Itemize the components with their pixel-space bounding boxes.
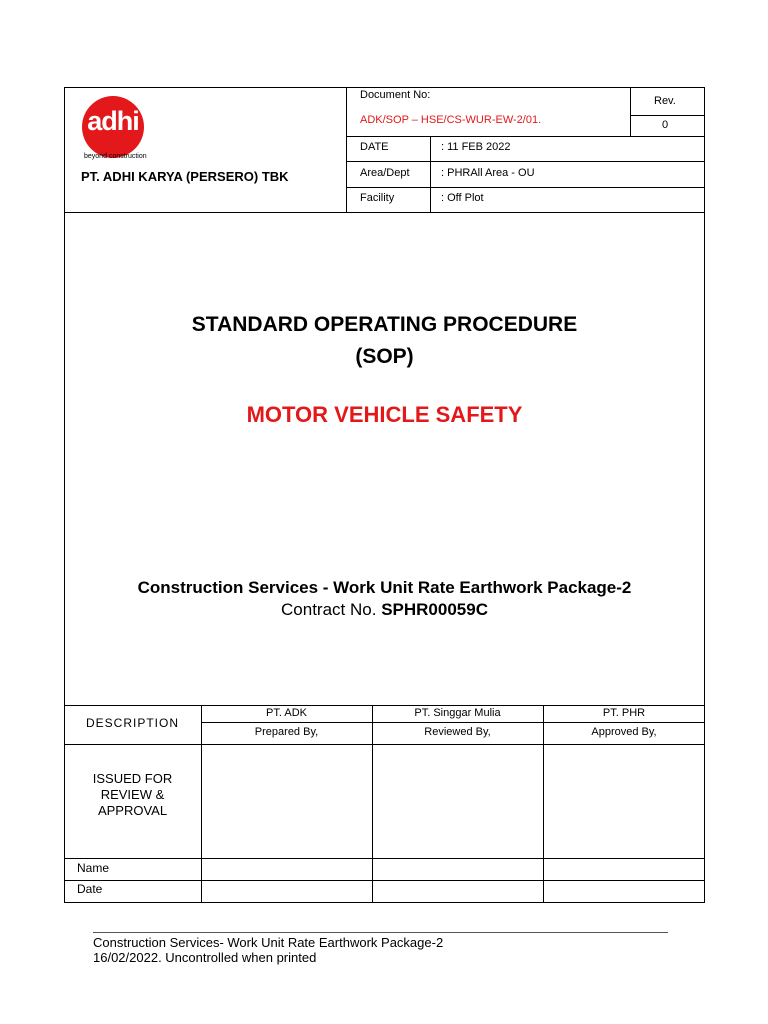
- issued-line3: APPROVAL: [97, 803, 168, 818]
- name-label: Name: [77, 861, 110, 875]
- contract-number: SPHR00059C: [381, 600, 488, 619]
- facility-value: : Off Plot: [441, 192, 484, 204]
- footer-rule: [93, 932, 668, 933]
- company-name: PT. ADHI KARYA (PERSERO) TBK: [81, 169, 289, 184]
- docno-row-line: [346, 136, 705, 137]
- rev-divider: [630, 87, 631, 136]
- date-row-line: [346, 161, 705, 162]
- rev-label: Rev.: [654, 95, 676, 107]
- facility-label: Facility: [360, 192, 395, 204]
- footer-line1: Construction Services- Work Unit Rate Earthwork Package-2: [93, 935, 444, 950]
- issued-line2: REVIEW &: [100, 787, 165, 802]
- col-singgar-org: PT. Singgar Mulia: [414, 707, 501, 719]
- col-adk-org: PT. ADK: [266, 707, 307, 719]
- area-value: : PHRAll Area - OU: [441, 167, 535, 179]
- area-label: Area/Dept: [360, 167, 410, 179]
- rev-value: 0: [662, 119, 669, 131]
- header-divider: [346, 87, 347, 212]
- subject-title: MOTOR VEHICLE SAFETY: [246, 402, 523, 427]
- col-singgar-role: Reviewed By,: [424, 726, 491, 738]
- table-top-line: [64, 705, 705, 706]
- col-phr-role: Approved By,: [591, 726, 657, 738]
- doc-no-value: ADK/SOP – HSE/CS-WUR-EW-2/01.: [360, 114, 542, 126]
- col-adk-role: Prepared By,: [254, 726, 319, 738]
- table-org-line: [201, 722, 705, 723]
- header-bottom-line: [64, 212, 705, 213]
- date-value: : 11 FEB 2022: [441, 141, 511, 153]
- title-line1: STANDARD OPERATING PROCEDURE: [191, 313, 578, 336]
- contract-prefix: Contract No.: [281, 600, 377, 619]
- title-line2: (SOP): [355, 345, 414, 368]
- label-value-divider: [430, 136, 431, 212]
- contract-line: [64, 600, 705, 620]
- date-label: DATE: [360, 141, 389, 153]
- table-header-bottom: [64, 744, 705, 745]
- footer-line2: 16/02/2022. Uncontrolled when printed: [93, 950, 317, 965]
- table-name-bottom: [64, 880, 705, 881]
- date-row-label: Date: [77, 882, 103, 896]
- rev-mid-line: [630, 115, 705, 116]
- logo-tagline: beyond construction: [84, 153, 147, 160]
- description-label: DESCRIPTION: [85, 716, 179, 730]
- project-name: Construction Services - Work Unit Rate Earthwork Package-2: [137, 578, 632, 597]
- logo-text: adhi: [87, 106, 139, 136]
- doc-no-label: Document No:: [360, 89, 431, 101]
- area-row-line: [346, 187, 705, 188]
- table-sign-bottom: [64, 858, 705, 859]
- issued-line1: ISSUED FOR: [92, 771, 173, 786]
- col-phr-org: PT. PHR: [602, 707, 646, 719]
